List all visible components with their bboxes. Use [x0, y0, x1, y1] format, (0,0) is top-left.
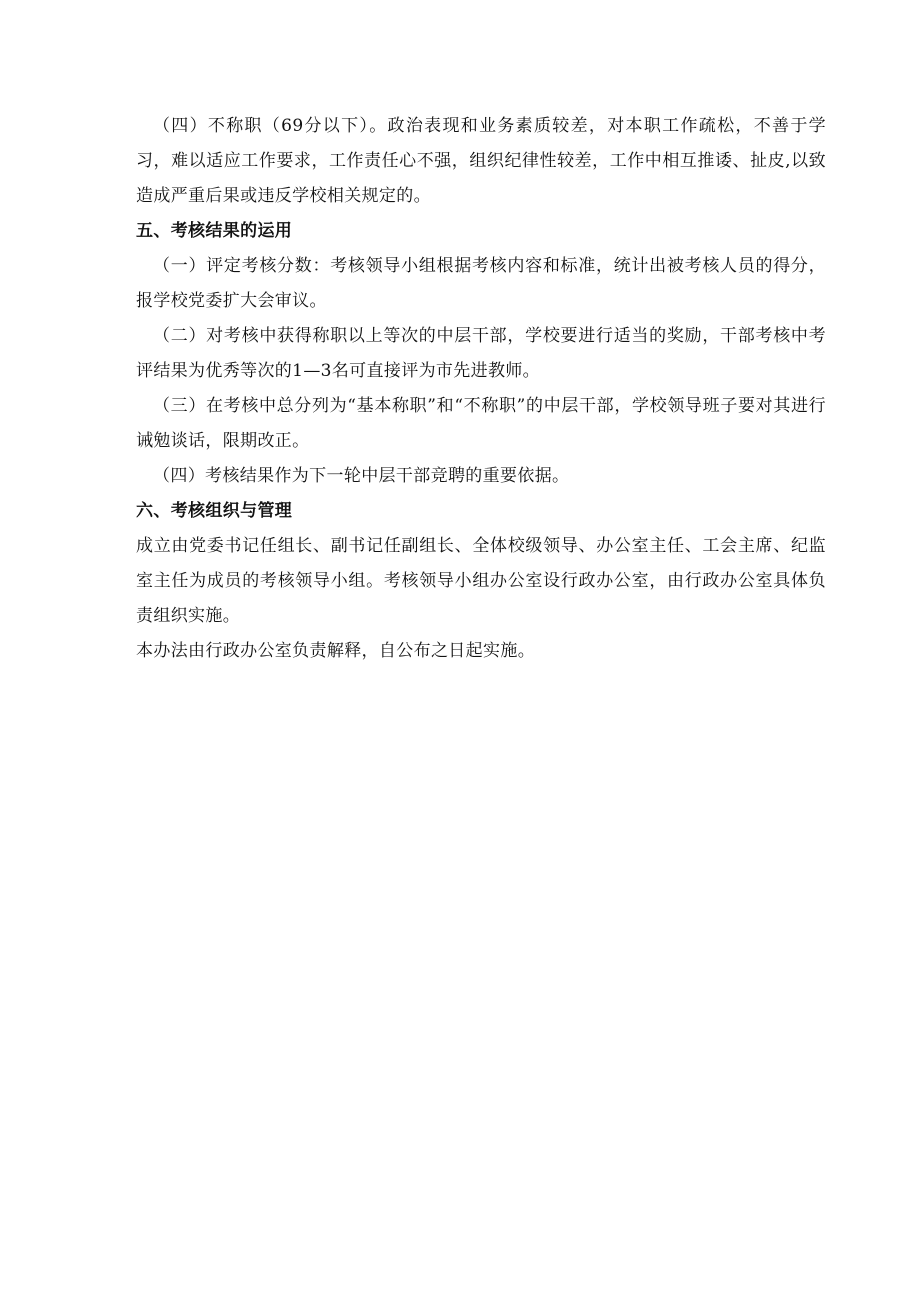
- section-5-heading: 五、考核结果的运用: [136, 221, 293, 241]
- paragraph-5-2: （二）对考核中获得称职以上等次的中层干部，学校要进行适当的奖励，干部考核中考评结果为优秀等次的1—3名可直接评为市先进教师。: [136, 326, 826, 381]
- paragraph-closing: 本办法由行政办公室负责解释，自公布之日起实施。: [136, 641, 536, 661]
- paragraph-5-1: （一）评定考核分数：考核领导小组根据考核内容和标准，统计出被考核人员的得分，报学校党委扩大会审议。: [136, 256, 826, 311]
- paragraph-6-1: 成立由党委书记任组长、副书记任副组长、全体校级领导、办公室主任、工会主席、纪监室主任为成员的考核领导小组。考核领导小组办公室设行政办公室，由行政办公室具体负责组织实施。: [136, 536, 826, 626]
- document-body: [136, 109, 826, 669]
- paragraph-unqualified: （四）不称职（69分以下）。政治表现和业务素质较差，对本职工作疏松，不善于学习，难以适应工作要求，工作责任心不强，组织纪律性较差，工作中相互推诿、扯皮,以致造成严重后果或违反学校相关规定的。: [136, 116, 826, 206]
- paragraph-5-3: （三）在考核中总分列为“基本称职”和“不称职”的中层干部，学校领导班子要对其进行诫勉谈话，限期改正。: [136, 396, 826, 451]
- section-6-heading: 六、考核组织与管理: [136, 501, 293, 521]
- paragraph-5-4: （四）考核结果作为下一轮中层干部竞聘的重要依据。: [153, 466, 570, 486]
